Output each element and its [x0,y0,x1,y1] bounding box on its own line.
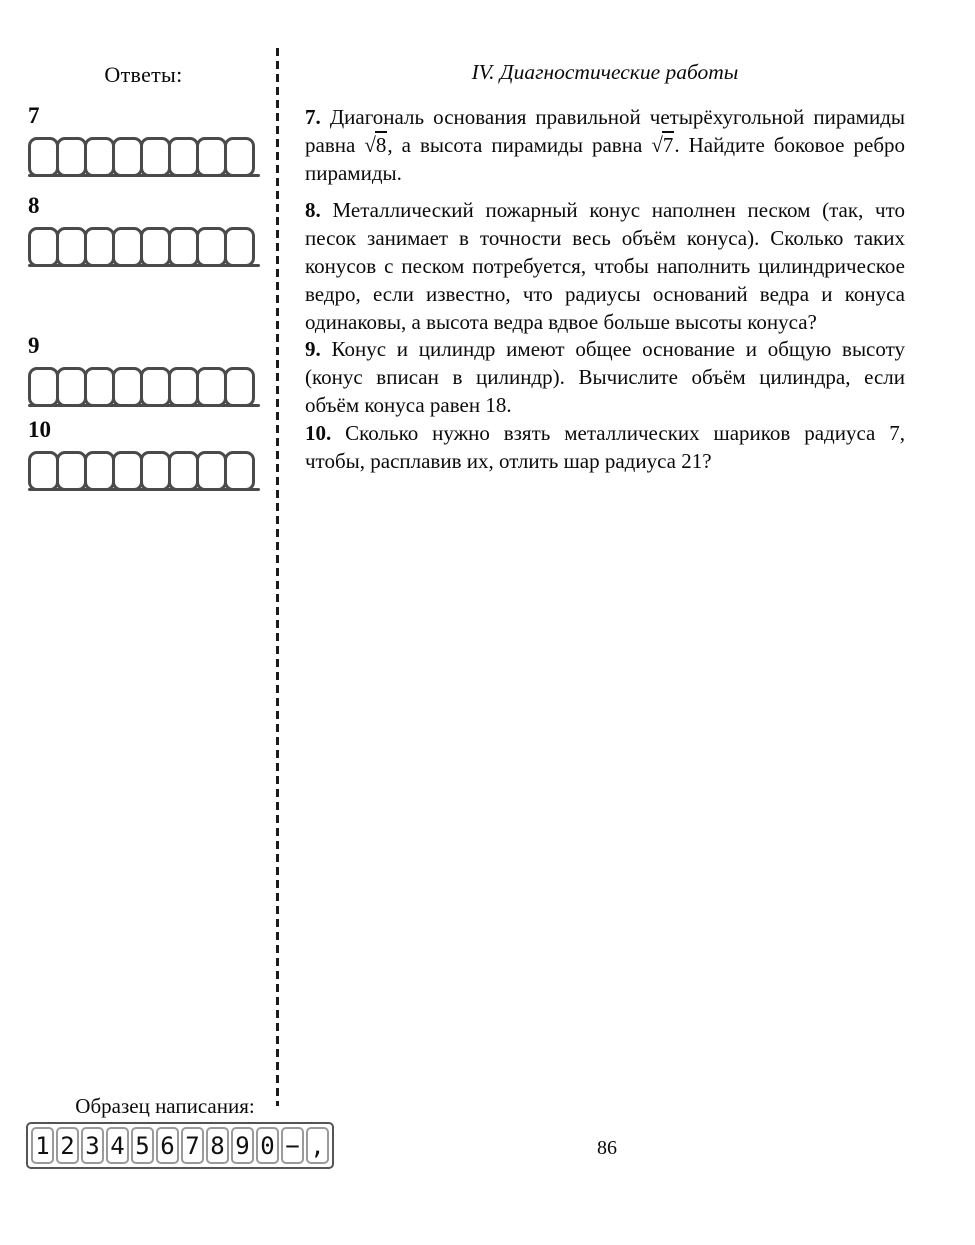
sqrt-expression: √8 [364,133,387,157]
problem-9: 9. Конус и цилиндр имеют общее основание и общую высоту (конус вписан в цилиндр). Вычислите объём цилиндра, если объём конуса равен 18. [305,337,905,417]
page-number: 86 [597,1137,617,1159]
answer-cell[interactable] [84,367,115,407]
answer-cell[interactable] [84,137,115,177]
answer-boxes [28,367,260,407]
problem-8: 8. Металлический пожарный конус наполнен песком (так, что песок занимает в точности весь объём конуса). Сколько таких конусов с песком потребуется, чтобы наполнить цилиндрическое ведро, если известно, что радиусы оснований ведра и конуса одинаковы, а высота ведра вдвое больше высоты конуса? [305,198,906,334]
answers-title: Ответы: [104,62,183,87]
answer-row-label: 10 [28,417,51,442]
answer-cell[interactable] [140,367,171,407]
problem-number: 8. [305,198,333,222]
answer-cell[interactable] [168,451,199,491]
answer-cell[interactable] [224,451,255,491]
answer-cell[interactable] [112,451,143,491]
sample-glyph-cell: 9 [231,1127,254,1164]
answer-cell[interactable] [28,137,59,177]
answer-cell[interactable] [56,367,87,407]
sample-glyph-cell: 4 [106,1127,129,1164]
answer-cell[interactable] [140,227,171,267]
sample-glyph-cell: 7 [181,1127,204,1164]
sample-glyph-cell: 1 [31,1127,54,1164]
writing-sample-label: Образец написания: [75,1094,255,1118]
answer-cell[interactable] [168,367,199,407]
answer-cell[interactable] [140,451,171,491]
answer-row-label: 9 [28,333,40,358]
answer-cell[interactable] [168,227,199,267]
answer-cell[interactable] [112,137,143,177]
answer-row-label: 8 [28,193,40,218]
answer-row-8 [28,193,273,267]
writing-sample-row [26,1122,334,1169]
column-divider [276,48,279,1106]
answer-row-label: 7 [28,103,40,128]
problem-number: 10. [305,421,346,445]
sqrt-expression: √7 [651,133,674,157]
answer-cell[interactable] [56,451,87,491]
answer-cell[interactable] [28,367,59,407]
answer-cell[interactable] [224,227,255,267]
answer-cell[interactable] [56,227,87,267]
sample-glyph-cell: 5 [131,1127,154,1164]
answer-row-10 [28,417,273,491]
answer-cell[interactable] [84,227,115,267]
answer-cell[interactable] [140,137,171,177]
answer-cell[interactable] [28,451,59,491]
answer-cell[interactable] [196,367,227,407]
answer-cell[interactable] [112,367,143,407]
answer-cell[interactable] [224,367,255,407]
answer-cell[interactable] [196,137,227,177]
answer-cell[interactable] [112,227,143,267]
problem-10: 10. Сколько нужно взять металлических шариков радиуса 7, чтобы, расплавив их, отлить шар радиуса 21? [305,421,906,473]
section-header: IV. Диагностические работы [471,60,739,84]
answer-boxes [28,451,260,491]
sample-glyph-cell: 8 [206,1127,229,1164]
answer-cell[interactable] [28,227,59,267]
answer-cell[interactable] [168,137,199,177]
sample-glyph-cell: 0 [256,1127,279,1164]
sample-glyph-cell: , [306,1127,329,1164]
sample-glyph-cell: − [281,1127,304,1164]
problem-number: 9. [305,337,332,361]
problem-7: 7. Диагональ основания правильной четырёхугольной пирамиды равна √8, а высота пирамиды равна √7. Найдите боковое ребро пирамиды. [305,105,905,185]
problem-number: 7. [305,105,330,129]
answer-cell[interactable] [84,451,115,491]
sample-glyph-cell: 2 [56,1127,79,1164]
answer-row-9 [28,333,273,407]
answer-boxes [28,227,260,267]
answer-cell[interactable] [196,227,227,267]
answer-cell[interactable] [56,137,87,177]
answer-row-7 [28,103,273,177]
sample-glyph-cell: 6 [156,1127,179,1164]
answer-cell[interactable] [224,137,255,177]
answer-boxes [28,137,260,177]
answer-cell[interactable] [196,451,227,491]
sample-glyph-cell: 3 [81,1127,104,1164]
